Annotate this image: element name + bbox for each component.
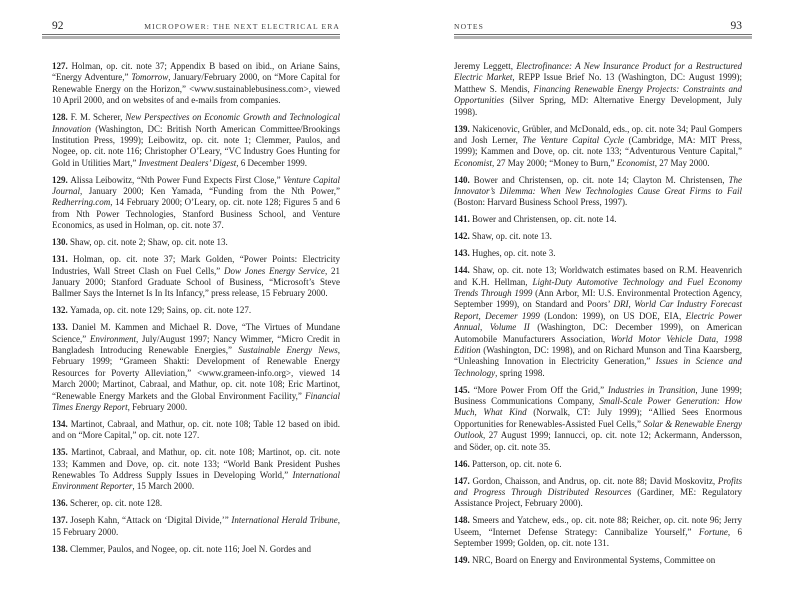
- note-number: 146.: [454, 458, 472, 469]
- note: 138. Clemmer, Paulos, and Nogee, op. cit. note 116; Joel N. Gordes and: [52, 543, 312, 554]
- page-92: [52, 20, 340, 555]
- note-number: 148.: [454, 515, 473, 526]
- note-number: 139.: [454, 123, 473, 134]
- running-head: NOTES: [454, 22, 484, 31]
- note-number: 134.: [52, 418, 71, 429]
- note: 132. Yamada, op. cit. note 129; Sains, op. cit. note 127.: [52, 305, 252, 316]
- note-number: 147.: [454, 475, 473, 486]
- note: 149. NRC, Board on Energy and Environmental Systems, Committee on: [454, 554, 716, 565]
- note-number: 132.: [52, 305, 70, 316]
- header-rule: [454, 34, 752, 39]
- note-number: 129.: [52, 174, 71, 185]
- note: 137. Joseph Kahn, “Attack on ‘Digital Divide,’” International Herald Tribune, 15 February 2000.: [52, 515, 340, 537]
- note-number: 144.: [454, 265, 473, 276]
- note: 136. Scherer, op. cit. note 128.: [52, 498, 163, 509]
- note: Jeremy Leggett, Electrofinance: A New Insurance Product for a Restructured Electric Market, REPP Issue Brief No. 13 (Washington, DC: August 1999); Matthew S. Mendis, Financing Renewable Energy Projects: Constraints and Opportunities (Silver Spring, MD: Alternative Energy Development, July 1998).: [454, 61, 742, 117]
- page-92-header: [52, 20, 340, 33]
- page-number: 93: [730, 20, 742, 32]
- header-rule: [42, 34, 340, 39]
- page-93: [454, 20, 742, 566]
- note: 146. Patterson, op. cit. note 6.: [454, 458, 562, 469]
- note-number: 149.: [454, 554, 472, 565]
- note: 145. “More Power From Off the Grid,” Industries in Transition, June 1999; Business Communications Company, Small-Scale Power Generation: How Much, What Kind (Norwalk, CT: July 1999); “Allied Sees Enormous Opportunities for Renewables-Assisted Fuel Cells,” Solar & Renewable Energy Outlook, 27 August 1999; Iannucci, op. cit. note 12; Ackermann, Andersson, and Söder, op. cit. note 35.: [454, 384, 743, 452]
- note-number: 128.: [52, 112, 71, 123]
- note-number: 141.: [454, 214, 472, 225]
- note-number: 143.: [454, 248, 472, 259]
- note-number: 135.: [52, 447, 72, 458]
- note: 135. Martinot, Cabraal, and Mathur, op. cit. note 108; Martinot, op. cit. note 133; Kammen and Dove, op. cit. note 133; “World Bank President Pushes Renewables To Address Supply Issues in Developing World,” International Environment Reporter, 15 March 2000.: [52, 447, 341, 492]
- note: 147. Gordon, Chaisson, and Andrus, op. cit. note 88; David Moskovitz, Profits and Progress Through Distributed Resources (Gardiner, ME: Regulatory Assistance Project, February 2000).: [454, 475, 743, 509]
- note: 143. Hughes, op. cit. note 3.: [454, 248, 556, 259]
- header-rule-thick: [454, 36, 752, 39]
- note: 140. Bower and Christensen, op. cit. note 14; Clayton M. Christensen, The Innovator’s Dilemma: When New Technologies Cause Great Firms to Fail (Boston: Harvard Business School Press, 1997).: [454, 174, 743, 208]
- note-number: 133.: [52, 322, 73, 333]
- note: 128. F. M. Scherer, New Perspectives on Economic Growth and Technological Innovation (Washington, DC: British North American Committee/Brookings Institution Press, 1999); Leibowitz, op. cit. note 1; Clemmer, Paulos, and Nogee, op. cit. note 116; Christopher O’Leary, “VC Industry Goes Hunting for Gold in Utilities Mart,” Investment Dealers’ Digest, 6 December 1999.: [52, 112, 340, 168]
- note-number: 136.: [52, 498, 70, 509]
- note: 134. Martinot, Cabraal, and Mathur, op. cit. note 108; Table 12 based on ibid. and on “More Capital,” op. cit. note 127.: [52, 418, 341, 441]
- note-number: 142.: [454, 231, 472, 242]
- note-number: 145.: [454, 384, 474, 395]
- header-rule-thick: [42, 36, 340, 39]
- note-number: 131.: [52, 254, 74, 265]
- header-rule-thin: [42, 34, 340, 35]
- page-93-header: [454, 20, 742, 33]
- note: 141. Bower and Christensen, op. cit. note 14.: [454, 214, 617, 225]
- page-number: 92: [52, 20, 64, 32]
- note: 130. Shaw, op. cit. note 2; Shaw, op. cit. note 13.: [52, 237, 228, 248]
- note-number: 138.: [52, 543, 70, 554]
- notes-column: [52, 61, 340, 555]
- note: 144. Shaw, op. cit. note 13; Worldwatch estimates based on R.M. Heavenrich and K.H. Hellman, Light-Duty Automotive Technology and Fuel Economy Trends Through 1999 (Ann Arbor, MI: U.S. Environmental Protection Agency, September 1999), on Standard and Poors’ DRI, World Car Industry Forecast Report, Decemer 1999 (London: 1999), on US DOE, EIA, Electric Power Annual, Volume II (Washington, DC: December 1999), on American Automobile Manufacturers Association, World Motor Vehicle Data, 1998 Edition (Washington, DC: 1998), and on Richard Munson and Tina Kaarsberg, “Unleashing Innovation in Electricity Generation,” Issues in Science and Technology, spring 1998.: [454, 265, 743, 378]
- note: 129. Alissa Leibowitz, “Nth Power Fund Expects First Close,” Venture Capital Journal, January 2000; Ken Yamada, “Funding from the Nth Power,” Redherring.com, 14 February 2000; O’Leary, op. cit. note 128; Figures 5 and 6 from Nth Power Technologies, Stanford Business School, and Venture Economics, as used in Holman, op. cit. note 37.: [52, 174, 340, 231]
- note: 139. Nakicenovic, Grübler, and McDonald, eds., op. cit. note 34; Paul Gompers and Josh Lerner, The Venture Capital Cycle (Cambridge, MA: MIT Press, 1999); Kammen and Dove, op. cit. note 133; “Adventurous Venture Capital,” Economist, 27 May 2000; “Money to Burn,” Economist, 27 May 2000.: [454, 123, 743, 168]
- note: 142. Shaw, op. cit. note 13.: [454, 231, 552, 242]
- note: 133. Daniel M. Kammen and Michael R. Dove, “The Virtues of Mundane Science,” Environment, July/August 1997; Nancy Wimmer, “Micro Credit in Bangladesh Introducing Renewable Energies,” Sustainable Energy News, February 1999; “Grameen Shakti: Development of Renewable Energy Resources for Poverty Alleviation,” <www.grameen-info.org>, viewed 14 March 2000; Martinot, Cabraal, and Mathur, op. cit. note 108; Eric Martinot, “Renewable Energy Markets and the Global Environment Facility,” Financial Times Energy Report, February 2000.: [52, 322, 340, 412]
- note-number: 140.: [454, 174, 474, 185]
- note-number: 137.: [52, 515, 71, 526]
- note: 148. Smeers and Yatchew, eds., op. cit. note 88; Reicher, op. cit. note 96; Jerry Useem, “Internet Defense Strategy: Cannibalize Yourself,” Fortune, 6 September 1999; Golden, op. cit. note 131.: [454, 515, 743, 549]
- note-number: 130.: [52, 237, 70, 248]
- note: 131. Holman, op. cit. note 37; Mark Golden, “Power Points: Electricity Industries, Wall Street Clash on Fuel Cells,” Dow Jones Energy Service, 21 January 2000; Stanford Graduate School of Business, “Microsoft’s Steve Ballmer Says the Internet Is In Its Infancy,” press release, 15 February 2000.: [52, 254, 341, 299]
- notes-column: [454, 61, 742, 566]
- running-head: MICROPOWER: THE NEXT ELECTRICAL ERA: [144, 22, 340, 31]
- header-rule-thin: [454, 34, 752, 35]
- note-number: 127.: [52, 61, 72, 71]
- note: 127. Holman, op. cit. note 37; Appendix B based on ibid., on Ariane Sains, “Energy Adventure,” Tomorrow, January/February 2000, on “More Capital for Renewable Energy on the Horizon,” <www.sustainablebusiness.com>, viewed 10 April 2000, and on websites of and e-mails from companies.: [52, 61, 341, 106]
